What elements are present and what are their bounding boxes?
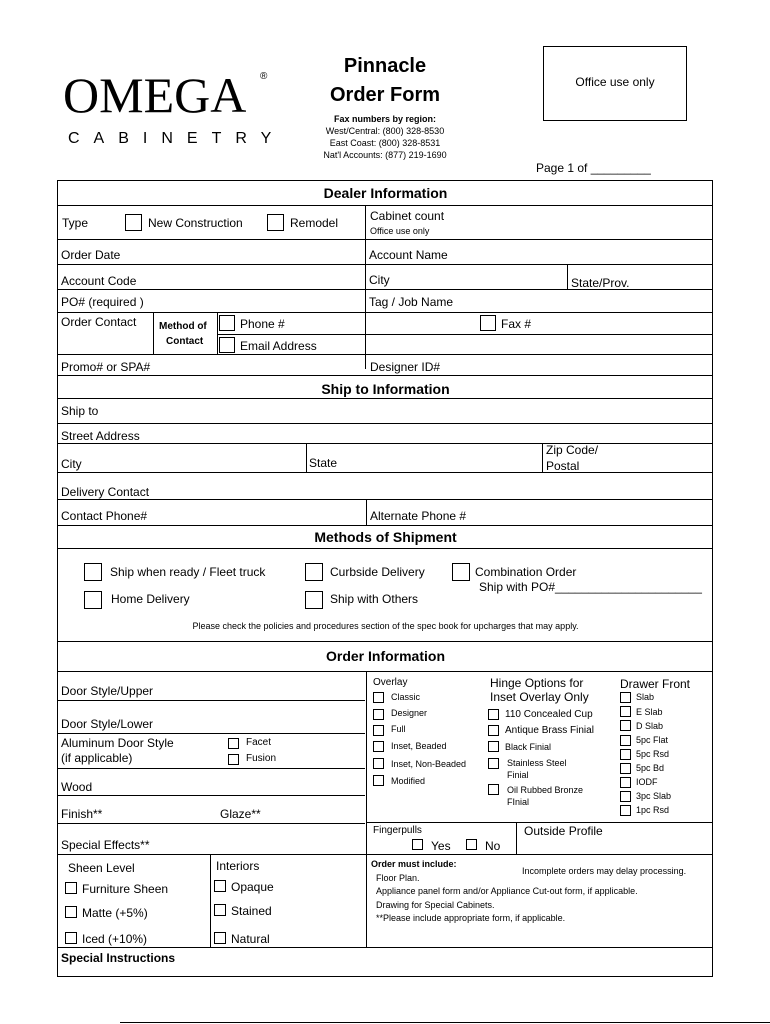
wood-label: Wood bbox=[61, 780, 93, 794]
stained-checkbox[interactable] bbox=[214, 904, 226, 916]
drawer-option: Slab bbox=[636, 692, 655, 702]
overlay-inset-non-beaded-checkbox[interactable] bbox=[373, 758, 384, 769]
po-label: PO# (required ) bbox=[61, 295, 144, 309]
fingerpulls-label: Fingerpulls bbox=[373, 825, 422, 836]
type-label: Type bbox=[62, 216, 89, 230]
incomplete-orders-note: Incomplete orders may delay processing. bbox=[522, 866, 687, 876]
aluminum-door-label-line2: (if applicable) bbox=[61, 751, 133, 765]
interior-option: Natural bbox=[231, 932, 270, 946]
designer-id-label: Designer ID# bbox=[370, 360, 441, 374]
account-code-label: Account Code bbox=[61, 274, 137, 288]
opaque-checkbox[interactable] bbox=[214, 880, 226, 892]
special-effects-label: Special Effects** bbox=[61, 838, 150, 852]
ship-to-label: Ship to bbox=[61, 404, 99, 418]
special-instructions-label: Special Instructions bbox=[61, 951, 176, 965]
cabinet-count-office-use: Office use only bbox=[370, 226, 430, 236]
fleet-truck-checkbox[interactable] bbox=[84, 563, 102, 581]
ship-state-label: State bbox=[309, 456, 338, 470]
drawer-option: 5pc Bd bbox=[636, 763, 665, 773]
include-item: Drawing for Special Cabinets. bbox=[376, 900, 495, 910]
registered-mark: ® bbox=[260, 71, 268, 82]
email-label: Email Address bbox=[240, 339, 317, 353]
email-checkbox[interactable] bbox=[219, 337, 235, 353]
drawer-front-heading: Drawer Front bbox=[620, 677, 691, 691]
finish-label: Finish** bbox=[61, 807, 103, 821]
hinge-oil-rubbed-bronze-checkbox[interactable] bbox=[488, 784, 499, 795]
shipment-note: Please check the policies and procedures section of the spec book for upcharges that may apply. bbox=[192, 621, 579, 631]
overlay-modified-checkbox[interactable] bbox=[373, 775, 384, 786]
fax-east: East Coast: (800) 328-8531 bbox=[329, 138, 441, 148]
drawer-option-checkbox[interactable] bbox=[620, 692, 631, 703]
remodel-label: Remodel bbox=[290, 216, 339, 230]
fingerpulls-no-label: No bbox=[485, 839, 501, 853]
include-item: **Please include appropriate form, if applicable. bbox=[376, 913, 566, 923]
form-title-line2: Order Form bbox=[329, 84, 441, 106]
fax-label: Fax # bbox=[501, 317, 532, 331]
drawer-option: 5pc Flat bbox=[636, 735, 669, 745]
fusion-checkbox[interactable] bbox=[228, 754, 239, 765]
shipment-heading: Methods of Shipment bbox=[314, 529, 457, 545]
interiors-heading: Interiors bbox=[216, 859, 260, 873]
dealer-info-heading: Dealer Information bbox=[323, 185, 448, 201]
home-delivery-label: Home Delivery bbox=[111, 592, 190, 606]
drawer-option-checkbox[interactable] bbox=[620, 777, 631, 788]
ship-to-heading: Ship to Information bbox=[321, 381, 450, 397]
overlay-option: Inset, Non-Beaded bbox=[391, 759, 467, 769]
sheen-level-heading: Sheen Level bbox=[68, 861, 135, 875]
zip-label-line2: Postal bbox=[546, 459, 580, 473]
fingerpulls-yes-checkbox[interactable] bbox=[412, 839, 423, 850]
door-style-upper-label: Door Style/Upper bbox=[61, 684, 154, 698]
fingerpulls-no-checkbox[interactable] bbox=[466, 839, 477, 850]
phone-checkbox[interactable] bbox=[219, 315, 235, 331]
facet-label: Facet bbox=[246, 737, 272, 748]
overlay-heading: Overlay bbox=[373, 677, 408, 688]
furniture-sheen-checkbox[interactable] bbox=[65, 882, 77, 894]
new-construction-checkbox[interactable] bbox=[125, 214, 142, 231]
aluminum-door-label-line1: Aluminum Door Style bbox=[61, 736, 174, 750]
home-delivery-checkbox[interactable] bbox=[84, 591, 102, 609]
matte-checkbox[interactable] bbox=[65, 906, 77, 918]
overlay-inset-beaded-checkbox[interactable] bbox=[373, 741, 384, 752]
dealer-city-label: City bbox=[369, 273, 390, 287]
overlay-option: Inset, Beaded bbox=[391, 741, 447, 751]
overlay-option: Full bbox=[391, 724, 406, 734]
contact-label: Contact bbox=[166, 336, 204, 347]
drawer-option: 5pc Rsd bbox=[636, 749, 670, 759]
fax-national: Nat'l Accounts: (877) 219-1690 bbox=[323, 150, 447, 160]
tag-job-label: Tag / Job Name bbox=[369, 295, 454, 309]
fax-heading: Fax numbers by region: bbox=[333, 114, 437, 124]
natural-checkbox[interactable] bbox=[214, 932, 226, 944]
include-item: Appliance panel form and/or Appliance Cut-out form, if applicable. bbox=[376, 886, 638, 896]
interior-option: Stained bbox=[231, 904, 272, 918]
overlay-designer-checkbox[interactable] bbox=[373, 709, 384, 720]
must-include-heading: Order must include: bbox=[371, 859, 457, 869]
hinge-concealed-cup-checkbox[interactable] bbox=[488, 709, 499, 720]
drawer-option-checkbox[interactable] bbox=[620, 735, 631, 746]
logo-wordmark: OMEGA bbox=[63, 67, 247, 123]
hinge-option-cont: FInial bbox=[507, 797, 530, 807]
form-title-line1: Pinnacle bbox=[343, 55, 427, 77]
hinge-black-finial-checkbox[interactable] bbox=[488, 741, 499, 752]
office-use-box bbox=[543, 46, 687, 121]
phone-label: Phone # bbox=[240, 317, 285, 331]
hinge-option: Stainless Steel bbox=[507, 758, 567, 768]
ship-city-label: City bbox=[61, 457, 82, 471]
overlay-option: Classic bbox=[391, 692, 421, 702]
drawer-option-checkbox[interactable] bbox=[620, 791, 631, 802]
fax-checkbox[interactable] bbox=[480, 315, 496, 331]
combination-order-label: Combination Order bbox=[475, 565, 577, 579]
drawer-option-checkbox[interactable] bbox=[620, 720, 631, 731]
ship-with-others-checkbox[interactable] bbox=[305, 591, 323, 609]
overlay-full-checkbox[interactable] bbox=[373, 725, 384, 736]
drawer-option-checkbox[interactable] bbox=[620, 706, 631, 717]
overlay-classic-checkbox[interactable] bbox=[373, 692, 384, 703]
office-use-label: Office use only bbox=[575, 75, 655, 89]
order-contact-label: Order Contact bbox=[61, 315, 137, 329]
method-of-label: Method of bbox=[159, 321, 207, 332]
alternate-phone-label: Alternate Phone # bbox=[370, 509, 467, 523]
drawer-option: D Slab bbox=[636, 721, 664, 731]
remodel-checkbox[interactable] bbox=[267, 214, 284, 231]
overlay-option: Modified bbox=[391, 776, 426, 786]
hinge-option: Antique Brass Finial bbox=[505, 725, 594, 736]
hinge-option: Oil Rubbed Bronze bbox=[507, 785, 584, 795]
drawer-option-checkbox[interactable] bbox=[620, 749, 631, 760]
drawer-option: IODF bbox=[636, 777, 658, 787]
sheen-option: Furniture Sheen bbox=[82, 882, 169, 896]
promo-label: Promo# or SPA# bbox=[61, 360, 151, 374]
drawer-option-checkbox[interactable] bbox=[620, 763, 631, 774]
drawer-option: 3pc Slab bbox=[636, 791, 672, 801]
include-item: Floor Plan. bbox=[376, 873, 420, 883]
drawer-option: 1pc Rsd bbox=[636, 805, 670, 815]
zip-label-line1: Zip Code/ bbox=[546, 443, 599, 457]
delivery-contact-label: Delivery Contact bbox=[61, 485, 150, 499]
hinge-heading-line1: Hinge Options for bbox=[490, 676, 584, 690]
interior-option: Opaque bbox=[231, 880, 274, 894]
hinge-stainless-steel-checkbox[interactable] bbox=[488, 758, 499, 769]
cabinet-count-label: Cabinet count bbox=[370, 209, 445, 223]
door-style-lower-label: Door Style/Lower bbox=[61, 717, 154, 731]
page-of: Page 1 of _________ bbox=[536, 161, 651, 175]
state-prov-label: State/Prov. bbox=[571, 276, 630, 290]
ship-with-po-label: Ship with PO#______________________ bbox=[479, 580, 702, 594]
curbside-label: Curbside Delivery bbox=[330, 565, 425, 579]
facet-checkbox[interactable] bbox=[228, 738, 239, 749]
ship-with-others-label: Ship with Others bbox=[330, 592, 419, 606]
hinge-option: Black Finial bbox=[505, 742, 552, 752]
sheen-option: Matte (+5%) bbox=[82, 906, 148, 920]
hinge-option-cont: Finial bbox=[507, 770, 529, 780]
hinge-heading-line2: Inset Overlay Only bbox=[490, 690, 589, 704]
hinge-antique-brass-checkbox[interactable] bbox=[488, 725, 499, 736]
order-info-heading: Order Information bbox=[325, 648, 445, 664]
order-date-label: Order Date bbox=[61, 248, 121, 262]
new-construction-label: New Construction bbox=[148, 216, 243, 230]
combination-order-checkbox[interactable] bbox=[452, 563, 470, 581]
bottom-rule bbox=[120, 1022, 770, 1023]
drawer-option-checkbox[interactable] bbox=[620, 805, 631, 816]
sheen-option: Iced (+10%) bbox=[82, 932, 148, 946]
logo-subtitle: CABINETRY bbox=[68, 130, 286, 147]
fleet-truck-label: Ship when ready / Fleet truck bbox=[110, 565, 266, 579]
street-address-label: Street Address bbox=[61, 429, 140, 443]
glaze-label: Glaze** bbox=[220, 807, 261, 821]
account-name-label: Account Name bbox=[369, 248, 448, 262]
fusion-label: Fusion bbox=[246, 753, 277, 764]
fingerpulls-yes-label: Yes bbox=[431, 839, 451, 853]
fax-west: West/Central: (800) 328-8530 bbox=[325, 126, 445, 136]
hinge-option: 110 Concealed Cup bbox=[505, 709, 593, 720]
outside-profile-label: Outside Profile bbox=[524, 824, 603, 838]
curbside-checkbox[interactable] bbox=[305, 563, 323, 581]
contact-phone-label: Contact Phone# bbox=[61, 509, 148, 523]
iced-checkbox[interactable] bbox=[65, 932, 77, 944]
overlay-option: Designer bbox=[391, 708, 428, 718]
drawer-option: E Slab bbox=[636, 707, 663, 717]
